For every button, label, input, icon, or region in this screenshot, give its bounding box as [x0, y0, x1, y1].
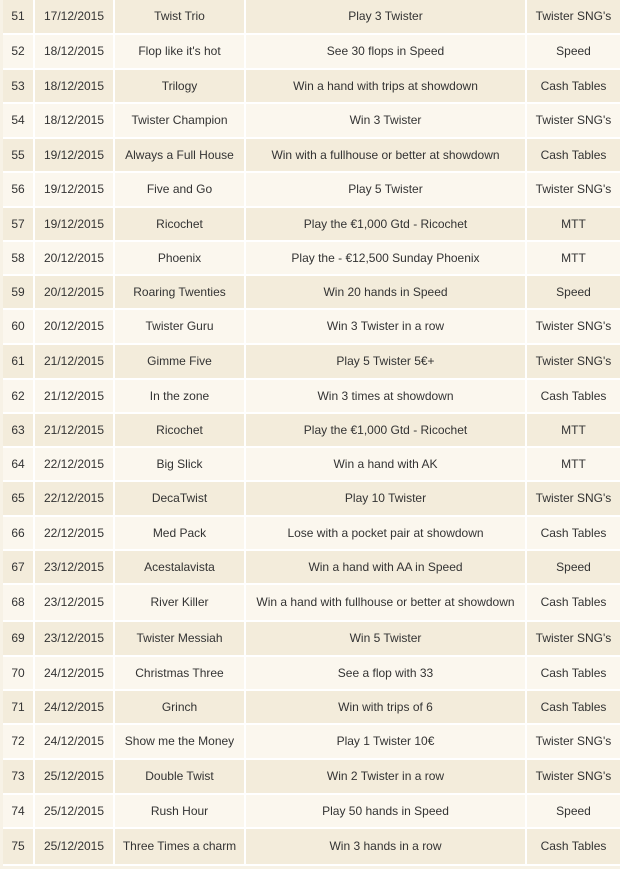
challenge-date: 18/12/2015: [35, 104, 115, 139]
challenge-task: Win a hand with trips at showdown: [246, 70, 527, 104]
challenge-task: Win 20 hands in Speed: [246, 276, 527, 310]
game-type: MTT: [527, 414, 620, 448]
table-row: [3, 139, 620, 173]
table-row: [3, 208, 620, 242]
challenge-name: Christmas Three: [115, 657, 246, 691]
challenge-name: Ricochet: [115, 414, 246, 448]
game-type: Speed: [527, 795, 620, 829]
challenge-name: Flop like it's hot: [115, 35, 246, 70]
table-row: [3, 35, 620, 70]
table-row: [3, 551, 620, 585]
table-row: [3, 760, 620, 795]
challenge-name: Always a Full House: [115, 139, 246, 173]
table-row: [3, 104, 620, 139]
challenge-number: 69: [3, 622, 35, 657]
table-row: [3, 585, 620, 622]
challenge-name: Show me the Money: [115, 725, 246, 760]
table-row: [3, 310, 620, 345]
challenge-date: 22/12/2015: [35, 517, 115, 551]
game-type: Twister SNG's: [527, 760, 620, 795]
challenge-task: Win 3 Twister: [246, 104, 527, 139]
challenge-task: Win 3 times at showdown: [246, 380, 527, 414]
game-type: Twister SNG's: [527, 310, 620, 345]
game-type: Twister SNG's: [527, 725, 620, 760]
challenge-date: 25/12/2015: [35, 760, 115, 795]
challenge-task: Win 3 Twister in a row: [246, 310, 527, 345]
game-type: MTT: [527, 242, 620, 276]
challenge-number: 72: [3, 725, 35, 760]
challenge-task: Play the - €12,500 Sunday Phoenix: [246, 242, 527, 276]
challenge-name: Big Slick: [115, 448, 246, 482]
challenge-date: 21/12/2015: [35, 414, 115, 448]
table-row: [3, 482, 620, 517]
challenge-date: 23/12/2015: [35, 551, 115, 585]
challenge-name: Double Twist: [115, 760, 246, 795]
table-row: [3, 414, 620, 448]
table-row: [3, 380, 620, 414]
challenge-name: Ricochet: [115, 208, 246, 242]
game-type: Cash Tables: [527, 70, 620, 104]
challenge-number: 55: [3, 139, 35, 173]
challenge-number: 75: [3, 829, 35, 866]
challenge-name: Twister Guru: [115, 310, 246, 345]
game-type: Twister SNG's: [527, 345, 620, 380]
challenge-date: 21/12/2015: [35, 380, 115, 414]
table-row: [3, 345, 620, 380]
challenge-number: 61: [3, 345, 35, 380]
challenge-number: 58: [3, 242, 35, 276]
challenge-number: 54: [3, 104, 35, 139]
challenge-name: Acestalavista: [115, 551, 246, 585]
challenge-task: Win with trips of 6: [246, 691, 527, 725]
challenge-number: 53: [3, 70, 35, 104]
game-type: Cash Tables: [527, 691, 620, 725]
challenge-task: See 30 flops in Speed: [246, 35, 527, 70]
challenge-task: Play 1 Twister 10€: [246, 725, 527, 760]
challenge-number: 74: [3, 795, 35, 829]
table-row: [3, 70, 620, 104]
challenge-date: 23/12/2015: [35, 585, 115, 622]
challenge-name: Twister Messiah: [115, 622, 246, 657]
challenge-date: 22/12/2015: [35, 448, 115, 482]
challenge-number: 57: [3, 208, 35, 242]
challenge-name: Roaring Twenties: [115, 276, 246, 310]
game-type: Twister SNG's: [527, 482, 620, 517]
challenge-name: Five and Go: [115, 173, 246, 208]
challenge-task: Win 2 Twister in a row: [246, 760, 527, 795]
game-type: Twister SNG's: [527, 173, 620, 208]
challenge-number: 73: [3, 760, 35, 795]
challenge-task: Play 10 Twister: [246, 482, 527, 517]
challenge-name: Three Times a charm: [115, 829, 246, 866]
challenge-task: Play 50 hands in Speed: [246, 795, 527, 829]
game-type: Twister SNG's: [527, 0, 620, 35]
challenge-task: Win 3 hands in a row: [246, 829, 527, 866]
challenge-number: 62: [3, 380, 35, 414]
challenge-task: Win a hand with fullhouse or better at showdown: [246, 585, 527, 622]
challenge-date: 23/12/2015: [35, 622, 115, 657]
table-body: [3, 0, 620, 866]
challenge-name: Trilogy: [115, 70, 246, 104]
challenge-task: Win 5 Twister: [246, 622, 527, 657]
table-row: [3, 691, 620, 725]
challenges-table: [3, 0, 620, 866]
table-row: [3, 517, 620, 551]
challenge-task: Play 5 Twister 5€+: [246, 345, 527, 380]
game-type: Speed: [527, 276, 620, 310]
game-type: Cash Tables: [527, 380, 620, 414]
game-type: Twister SNG's: [527, 104, 620, 139]
challenge-task: Win a hand with AK: [246, 448, 527, 482]
challenge-date: 24/12/2015: [35, 657, 115, 691]
game-type: Cash Tables: [527, 585, 620, 622]
challenge-task: Win a hand with AA in Speed: [246, 551, 527, 585]
game-type: MTT: [527, 448, 620, 482]
challenge-number: 63: [3, 414, 35, 448]
challenge-date: 21/12/2015: [35, 345, 115, 380]
challenge-date: 20/12/2015: [35, 242, 115, 276]
table-row: [3, 657, 620, 691]
challenge-number: 51: [3, 0, 35, 35]
game-type: Speed: [527, 551, 620, 585]
challenge-name: Med Pack: [115, 517, 246, 551]
challenge-name: Rush Hour: [115, 795, 246, 829]
challenge-date: 17/12/2015: [35, 0, 115, 35]
game-type: Cash Tables: [527, 657, 620, 691]
challenge-date: 25/12/2015: [35, 829, 115, 866]
challenge-number: 71: [3, 691, 35, 725]
table-row: [3, 0, 620, 35]
table-row: [3, 173, 620, 208]
challenge-number: 66: [3, 517, 35, 551]
challenge-date: 20/12/2015: [35, 276, 115, 310]
challenge-date: 19/12/2015: [35, 173, 115, 208]
challenge-task: Lose with a pocket pair at showdown: [246, 517, 527, 551]
game-type: Speed: [527, 35, 620, 70]
challenge-date: 20/12/2015: [35, 310, 115, 345]
table-row: [3, 622, 620, 657]
challenge-name: DecaTwist: [115, 482, 246, 517]
challenge-number: 60: [3, 310, 35, 345]
challenge-name: Grinch: [115, 691, 246, 725]
challenge-date: 24/12/2015: [35, 725, 115, 760]
challenge-name: Gimme Five: [115, 345, 246, 380]
challenge-name: In the zone: [115, 380, 246, 414]
challenge-name: Twist Trio: [115, 0, 246, 35]
challenge-date: 19/12/2015: [35, 208, 115, 242]
table-row: [3, 725, 620, 760]
challenge-number: 52: [3, 35, 35, 70]
challenge-name: Phoenix: [115, 242, 246, 276]
game-type: MTT: [527, 208, 620, 242]
challenge-date: 18/12/2015: [35, 70, 115, 104]
challenge-date: 19/12/2015: [35, 139, 115, 173]
table-row: [3, 276, 620, 310]
table-row: [3, 448, 620, 482]
challenge-name: River Killer: [115, 585, 246, 622]
challenge-number: 67: [3, 551, 35, 585]
challenge-number: 64: [3, 448, 35, 482]
challenge-number: 65: [3, 482, 35, 517]
challenge-date: 25/12/2015: [35, 795, 115, 829]
challenge-name: Twister Champion: [115, 104, 246, 139]
challenge-task: Play the €1,000 Gtd - Ricochet: [246, 208, 527, 242]
challenge-number: 59: [3, 276, 35, 310]
table-row: [3, 242, 620, 276]
challenge-task: Play the €1,000 Gtd - Ricochet: [246, 414, 527, 448]
challenge-task: See a flop with 33: [246, 657, 527, 691]
table-row: [3, 829, 620, 866]
game-type: Cash Tables: [527, 139, 620, 173]
game-type: Cash Tables: [527, 829, 620, 866]
challenge-number: 70: [3, 657, 35, 691]
challenge-date: 22/12/2015: [35, 482, 115, 517]
challenge-task: Play 5 Twister: [246, 173, 527, 208]
game-type: Twister SNG's: [527, 622, 620, 657]
game-type: Cash Tables: [527, 517, 620, 551]
challenge-number: 68: [3, 585, 35, 622]
challenge-date: 24/12/2015: [35, 691, 115, 725]
challenge-date: 18/12/2015: [35, 35, 115, 70]
table-row: [3, 795, 620, 829]
challenge-number: 56: [3, 173, 35, 208]
challenge-task: Win with a fullhouse or better at showdown: [246, 139, 527, 173]
challenge-task: Play 3 Twister: [246, 0, 527, 35]
